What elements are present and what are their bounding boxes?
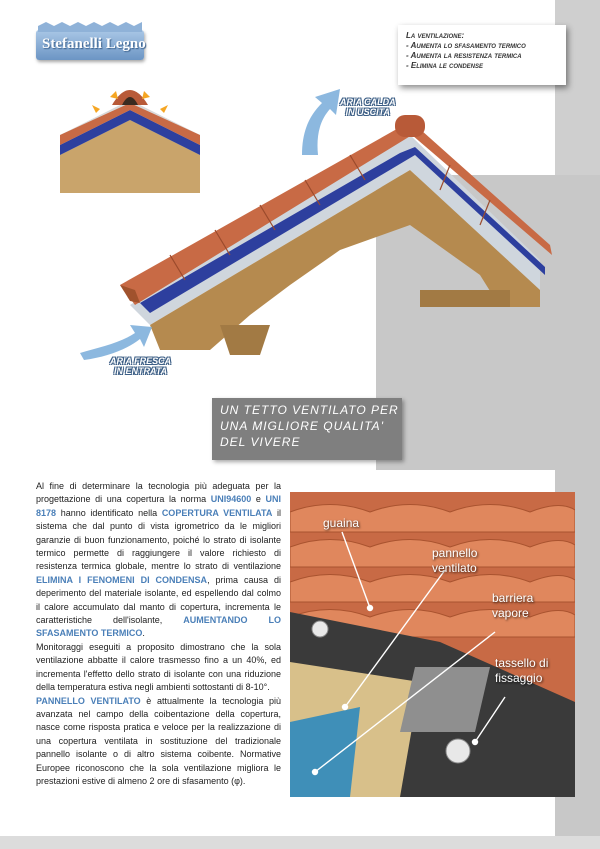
ventilation-title: La ventilazione: xyxy=(406,31,465,40)
ventilation-item: - Aumenta lo sfasamento termico xyxy=(406,41,526,50)
logo-roof-icon xyxy=(36,20,144,32)
paragraph-1: Al fine di determinare la tecnologia più adeguata per la progettazione di una copertura la norma UNI94600 e UNI 8178 hanno identificato nella COPERTURA VENTILATA il sistema che dal punto di vista igrometrico da le migliori garanzie di buon funzionamento, poiché lo strato di isolante termico permette di raggiungere il valore richiesto di resistenza termica globale, mentre lo strato di ventilazione ELIMINA I FENOMENI DI CONDENSA, prima causa di deperimento del materiale isolante, ed espellendo dal colmo il calore accumulato dal manto di copertura, incrementa le caratteristiche dell'isolante, AUMENTANDO LO SFASAMENTO TERMICO. xyxy=(36,481,282,639)
body-text xyxy=(36,480,281,788)
paragraph-3: PANNELLO VENTILATO è attualmente la tecnologia più avanzata nel campo della coibentazione della copertura, nasce come risposta pratica e veloce per la realizzazione di una copertura ventilata in sostituzione del tradizionale pannello isolante o di altro sistema coibente. Normative Europee riconoscono che la sola ventilazione migliora le prestazioni estive di almeno 2 ore di sfasamento (φ). xyxy=(36,695,281,786)
fresh-air-arrow-icon xyxy=(80,325,152,360)
roof-section-illustration xyxy=(290,492,575,797)
warm-air-arrow-icon xyxy=(302,89,340,155)
label-guaina: guaina xyxy=(323,516,360,530)
headline-banner xyxy=(212,398,402,460)
ventilated-roof-illustration xyxy=(40,75,560,375)
company-logo xyxy=(36,30,144,60)
headline-text: UN TETTO VENTILATO PER UNA MIGLIORE QUALITA' DEL VIVERE xyxy=(220,403,399,449)
logo-text: Stefanelli Legno xyxy=(42,36,146,52)
ventilation-item: - Aumenta la resistenza termica xyxy=(406,51,522,60)
fresh-air-label: ARIA FRESCA IN ENTRATA xyxy=(110,356,172,376)
ventilation-item: - Elimina le condense xyxy=(406,61,484,70)
warm-air-label: ARIA CALDA IN USCITA xyxy=(340,97,396,117)
label-pannello-ventilato: pannello ventilato xyxy=(432,546,478,575)
ridge-detail-inset xyxy=(60,90,200,193)
label-barriera-vapore: barriera vapore xyxy=(492,591,534,620)
grey-background-bottom-strip xyxy=(0,836,600,849)
paragraph-2: Monitoraggi eseguiti a proposito dimostrano che la sola ventilazione abbatte il calore trasmesso fino a un 40%, ed incrementa l'effetto dello strato di isolante con una riduzione della temperatura estiva negli ambienti sottostanti di 8-10°. xyxy=(36,641,281,693)
label-tassello-fissaggio: tassello di fissaggio xyxy=(495,656,549,685)
